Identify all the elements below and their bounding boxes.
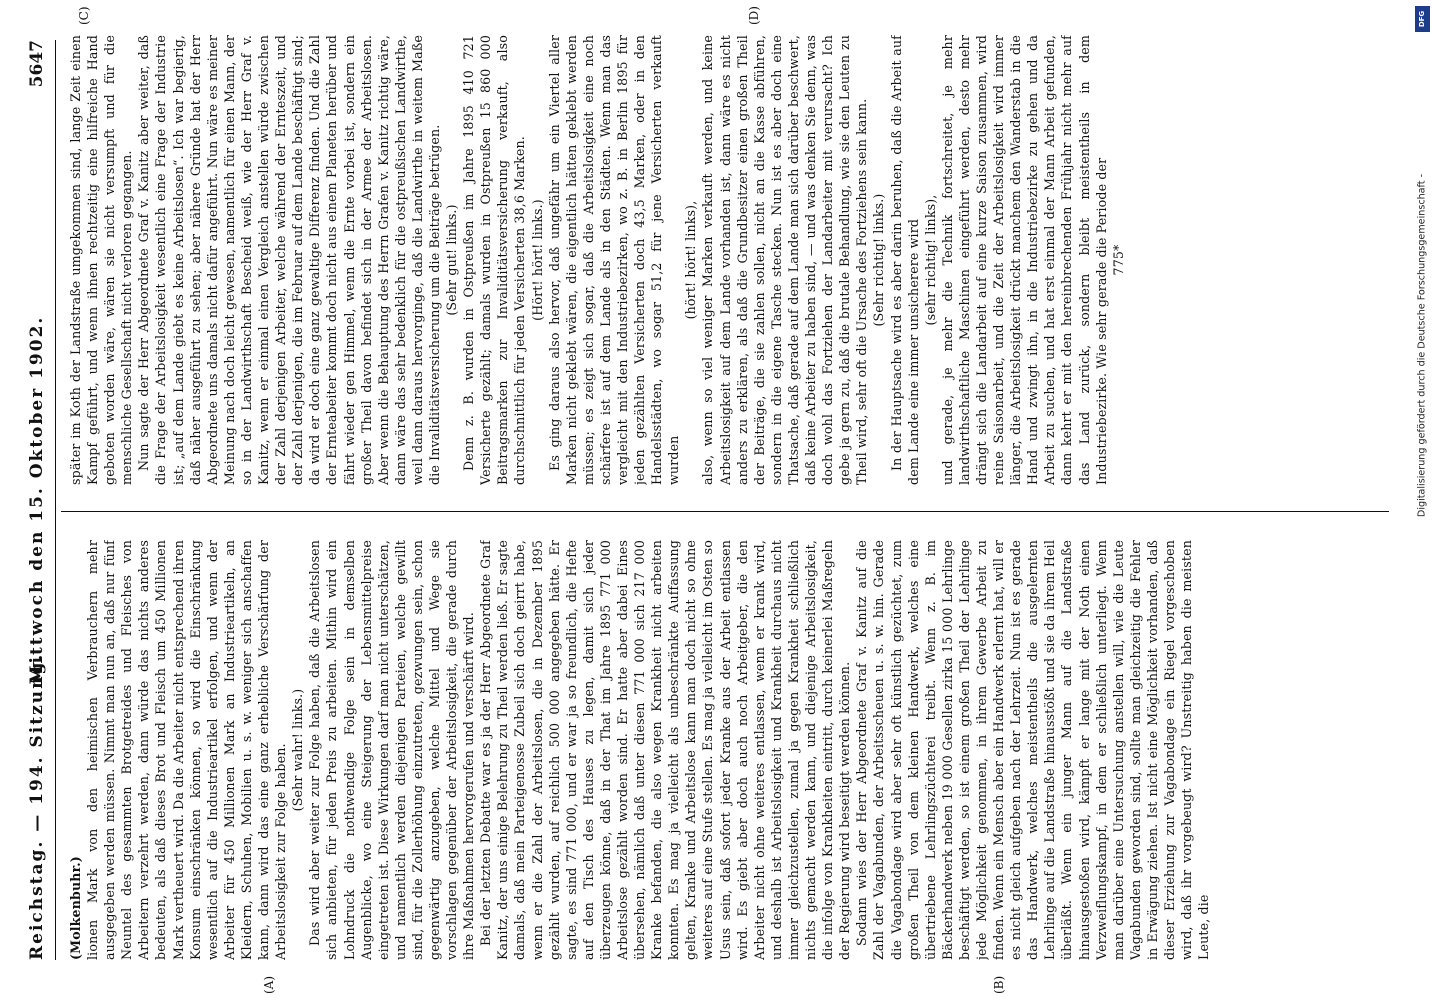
header-date: Mittwoch den 15. Oktober 1902. <box>27 315 47 685</box>
paragraph: Sodann wies der Herr Abgeordnete Graf v. Kanitz auf die Zahl der Vagabunden, der Arbeitsscheuen u. s. w. hin. Gerade die Vagabondage wird aber sehr oft künstlich gezüchtet, zum großen Theil von dem kleinen Handwerk, welches eine übertriebene Lehrlingszüchterei treibt. Wenn z. B. im Bäckerhandwerk neben 19 000 Gesellen zirka 15 000 Lehrlinge beschäftigt werden, so ist einem großen Theil der Lehrlinge jede Möglichkeit genommen, in ihrem Gewerbe Arbeit zu finden. Wenn ein Mensch aber ein Handwerk erlernt hat, will er es nicht gleich aufgeben nach der Lehrzeit. Nun ist es gerade das Handwerk, welches meistentheils die ausgelernten Lehrlinge auf die Landstraße hinausstößt und sie da ihrem Heil überläßt. Wenn ein junger Mann auf die Landstraße hinausgestoßen wird, kämpft er lange mit der Noth einen Verzweiflungskampf, in dem er schließlich unterliegt. Wenn man darüber eine Untersuchung anstellen will, wie die Leute Vagabunden geworden sind, sollte man gleichzeitig die Fehler in Erwägung ziehen. Ist nicht eine Möglichkeit vorhanden, daß dieser Erziehung zur Vagabondage ein Riegel vorgeschoben wird, daß ihr vorgebeugt wird? Unstreitig haben die meisten Leute, die <box>854 540 1212 960</box>
left-column <box>67 540 1389 960</box>
column-divider <box>61 511 1389 512</box>
paragraph: Es ging daraus also hervor, daß ungefähr um ein Viertel aller Marken nicht geklebt wären, die eigentlich hätten geklebt werden müssen; es zeigt sich sogar, daß die Arbeitslosigkeit eine noch schärfere ist auf dem Lande als in den Städten. Wenn man das vergleicht mit den Industriebezirken, wo z. B. in Berlin 1895 für jeden gezählten Versicherten doch 43,5 Marken, oder in den Handelsstädten, wo sogar 51,2 für jene Versicherten verkauft wurden <box>546 35 682 485</box>
margin-marker-d: (D) <box>747 6 761 25</box>
paragraph: lionen Mark von den heimischen Verbrauchern mehr ausgegeben werden müssen. Nimmt man nun an, daß nur fünf Neuntel des gesammten Brotgetreides und Fleisches von Arbeitern verzehrt werden, dann würde das nichts anderes bedeuten, als daß dieses Brot und Fleisch um 450 Millionen Mark vertheuert wird. Da die Arbeiter nicht entsprechend ihren Konsum einschränken können, so wird die Einschränkung wesentlich auf die Industrieartikel erfolgen, und wenn der Arbeiter für 450 Millionen Mark an Industrieartikeln, an Kleidern, Schuhen, Mobilien u. s. w. weniger sich anschaffen kann, dann wird das eine ganz erhebliche Verschärfung der Arbeitslosigkeit zur Folge haben. <box>85 540 289 960</box>
paragraph: später im Koth der Landstraße umgekommen sind, lange Zeit einen Kampf geführt, und wenn ihnen rechtzeitig eine hilfreiche Hand geboten worden wäre, wären sie nicht versumpft und für die menschliche Gesellschaft nicht verloren gegangen. <box>68 35 135 485</box>
interjection: (Sehr gut! links.) <box>444 204 460 316</box>
dfg-logo-text: DFG <box>1418 10 1427 28</box>
interjection: (sehr richtig! links), <box>922 194 938 326</box>
header-rule <box>55 40 56 960</box>
paragraph: also, wenn so viel weniger Marken verkauft werden, und keine Arbeitslosigkeit auf dem Lande vorhanden ist, dann wäre es nicht anders zu erklären, als daß die Grundbesitzer einen großen Theil der Beiträge, die sie zahlen sollen, nicht an die Kasse abführen, sondern in die eigene Tasche stecken. Nun ist es aber doch eine Thatsache, daß gerade auf dem Lande man sich darüber beschwert, daß keine Arbeiter zu haben sind, — und was denken Sie denn, was doch wohl das Fortziehen der Landarbeiter mit verursacht? Ich gebe ja gern zu, daß die brutale Behandlung, wie sie den Leuten zu Theil wird, sehr oft die Ursache des Fortziehens sein kann. <box>700 35 870 485</box>
paragraph: Nun sagte der Herr Abgeordnete Graf v. Kanitz aber weiter, daß die Frage der Arbeitslosigkeit wesentlich eine Frage der Industrie ist; „auf dem Lande giebt es keine Arbeitslosen“. Ich war begierig, daß näher ausgeführt zu sehen; aber nähere Gründe hat der Herr Abgeordnete uns damals nicht dafür angeführt. Nun wäre es meiner Meinung nach doch leicht gewesen, namentlich für einen Mann, der so in der Landwirthschaft Bescheid weiß, wie der Herr Graf v. Kanitz, wenn er einmal einen Vergleich anstellen würde zwischen der Zahl derjenigen Arbeiter, welche während der Ernteszeit, und der Zahl derjenigen, die im Februar auf dem Lande beschäftigt sind; da wird er doch eine ganz gewaltige Differenz finden. Und die Zahl der Ernteabeiter kommt doch nicht aus einem Planeten herüber und fährt wieder gen Himmel, wenn die Ernte vorbei ist, sondern ein großer Theil davon befindet sich in der Armee der Arbeitslosen. Aber wenn die Behauptung des Herrn Grafen v. Kanitz richtig wäre, dann wäre das sehr bedenklich für die ostpreußischen Landwirthe, weil dann daraus hervorginge, daß die Landwirthe in weitem Maße die Invaliditätsversicherung um die Beiträge betrügen. <box>136 35 442 485</box>
speaker-name: (Molkenbuhr.) <box>68 856 83 960</box>
margin-marker-a: (A) <box>262 975 276 994</box>
paragraph: Denn z. B. wurden in Ostpreußen im Jahre 1895 410 721 Versicherte gezählt; damals wurden in Ostpreußen 15 860 000 Beitragsmarken zur Invaliditätsversicherung verkauft, also durchschnittlich für jeden Versicherten 38,6 Marken. <box>461 35 528 485</box>
margin-marker-b: (B) <box>992 975 1006 994</box>
header-session: Reichstag. — 194. Sitzung. <box>27 652 47 960</box>
newspaper-page <box>17 0 1397 1000</box>
running-header <box>27 40 53 960</box>
credit-text: Digitalisierung gefördert durch die Deutsche Forschungsgemeinschaft - <box>1416 173 1428 518</box>
paragraph: Das wird aber weiter zur Folge haben, daß die Arbeitslosen sich anbieten, für jeden Preis zu arbeiten. Mithin wird ein Lohndruck die nothwendige Folge sein in demselben Augenblicke, wo eine Steigerung der Lebensmittelpreise eingetreten ist. Diese Wirkungen darf man nicht unterschätzen, und namentlich werden diejenigen Parteien, welche gewillt sind, für die Zollerhöhung einzutreten, gezwungen sein, schon gegenwärtig anzugeben, welche Mittel und Wege sie vorschlagen gegenüber der Arbeitslosigkeit, die gerade durch ihre Maßnahmen hervorgerufen und verschärft wird. <box>307 540 477 960</box>
page-number: 5647 <box>27 40 47 88</box>
interjection: (Sehr richtig! links.) <box>871 193 887 327</box>
page-signature: 775* <box>1110 244 1126 276</box>
digitization-credit <box>1410 0 1434 1000</box>
interjection: (hört! hört! links), <box>683 200 699 320</box>
interjection: (Hört! hört! links.) <box>529 199 545 321</box>
paragraph: und gerade, je mehr die Technik fortschreitet, je mehr landwirthschaftliche Maschinen eingeführt werden, desto mehr drängt sich die Landarbeit auf eine kurze Saison zusammen, wird reine Saisonarbeit, und die Zeit der Arbeitslosigkeit wird immer länger, die Arbeitslosigkeit drückt manchem den Wanderstab in die Hand und zwingt ihn, in die Industriebezirke zu gehen und da Arbeit zu suchen, und hat erst einmal der Mann Arbeit gefunden, dann kehrt er mit den hereinbrechenden Frühjahr nicht mehr auf das Land zurück, sondern bleibt meistentheils in dem Industriebezirke. Wie sehr gerade die Periode der <box>939 35 1109 485</box>
right-column <box>67 35 1389 485</box>
interjection: (Sehr wahr! links.) <box>290 688 306 812</box>
paragraph: Bei der letzten Debatte war es ja der Herr Abgeordnete Graf Kanitz, der uns einige Belehrung zu Theil werden ließ. Er sagte damals, daß mein Parteigenosse Zubeil sich doch geirrt habe, wenn er die Zahl der Arbeitslosen, die in Dezember 1895 gezählt wurden, auf reichlich 500 000 angegeben hätte. Er sagte, es sind 771 000, und er war ja so freundlich, die Hefte auf den Tisch des Hauses zu legen, damit sich jeder überzeugen könne, daß in der That im Jahre 1895 771 000 Arbeitslose gezählt worden sind. Er hatte aber dabei Eines übersehen, nämlich daß unter diesen 771 000 sich 217 000 Kranke befanden, die also wegen Krankheit nicht arbeiten konnten. Es mag ja vielleicht als unbeschränkte Auffassung gelten, Kranke und Arbeitslose kann man doch nicht so ohne weiteres auf eine Stufe stellen. Es mag ja vielleicht im Osten so Usus sein, daß sofort jeder Kranke aus der Arbeit entlassen wird. Es giebt aber doch auch noch Arbeitgeber, die den Arbeiter nicht ohne weiteres entlassen, wenn er krank wird, und deshalb ist Arbeitslosigkeit und Krankheit durchaus nicht immer gleichzustellen, zumal ja gegen Krankheit schließlich nichts gemacht werden kann, und diejenige Arbeitslosigkeit, die infolge von Krankheiten eintritt, durch keinerlei Maßregeln der Regierung wird beseitigt werden können. <box>478 540 853 960</box>
paragraph: In der Hauptsache wird es aber darin beruhen, daß die Arbeit auf dem Lande eine immer unsicherere wird <box>888 35 921 485</box>
margin-marker-c: (C) <box>77 6 91 25</box>
